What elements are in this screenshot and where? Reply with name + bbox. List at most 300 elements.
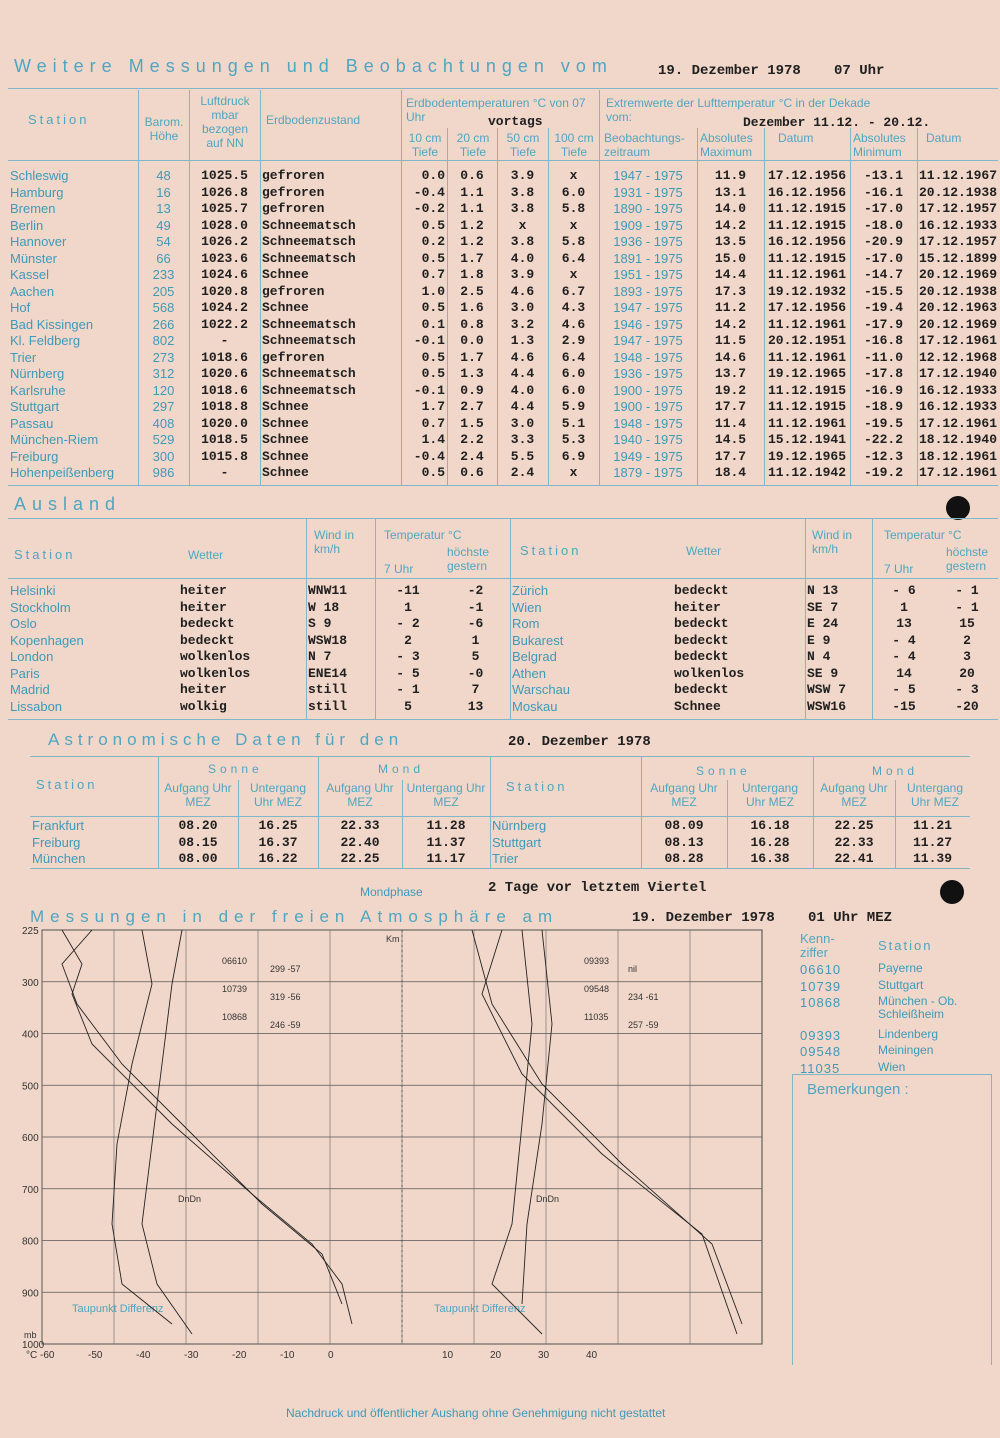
left-wetter-cell: heiter xyxy=(180,682,227,698)
abs-max-cell: 13.7 xyxy=(714,366,747,382)
station-cell: Nürnberg xyxy=(10,366,65,382)
station-cell: Aachen xyxy=(10,283,55,299)
erdbodenzustand-cell: Schnee xyxy=(262,432,309,448)
abs-max-cell: 11.9 xyxy=(714,168,747,184)
abs-min-cell: -19.4 xyxy=(863,300,903,316)
station-name-item: Lindenberg xyxy=(878,1026,939,1041)
left-temp-hoechste-cell: 13 xyxy=(467,698,484,714)
right-sonne-aufgang-cell: 08.28 xyxy=(664,851,704,867)
right-sonne-untergang-cell: 16.18 xyxy=(750,818,790,834)
temp-axis-label: -60 xyxy=(40,1350,55,1361)
right-wetter-cell: wolkenlos xyxy=(674,665,745,681)
datum-max-cell: 11.12.1961 xyxy=(767,415,846,431)
table-row xyxy=(8,317,998,334)
luftdruck-cell: 1025.7 xyxy=(201,201,248,217)
right-temp-7uhr-cell: - 4 xyxy=(892,632,916,648)
right-wind-cell: E 24 xyxy=(807,616,839,632)
temp-100cm-cell: 4.3 xyxy=(561,300,586,316)
table-row xyxy=(8,366,998,383)
left-temp-hoechste-cell: -0 xyxy=(467,665,484,681)
station-cell: Freiburg xyxy=(10,448,59,464)
mb-label: mb xyxy=(24,1330,37,1340)
datum-max-cell: 11.12.1961 xyxy=(767,267,846,283)
pressure-label: 700 xyxy=(22,1184,39,1196)
abs-max-cell: 11.5 xyxy=(714,333,747,349)
right-station-cell: Stuttgart xyxy=(492,834,542,850)
abs-max-cell: 13.5 xyxy=(714,234,747,250)
left-temp-7uhr-cell: - 3 xyxy=(396,649,420,665)
left-mond-untergang-cell: 11.37 xyxy=(426,834,466,850)
abs-min-cell: -17.0 xyxy=(863,201,903,217)
temp-10cm-cell: -0.2 xyxy=(413,201,445,217)
erdbodenzustand-cell: Schneematsch xyxy=(262,366,356,382)
ausland-header-wetter-left: Wetter xyxy=(188,548,224,562)
right-mond-aufgang-cell: 22.41 xyxy=(834,851,874,867)
table-row xyxy=(30,851,970,868)
header-erdbodentemperaturen: Erdbodentemperaturen °C von 07 Uhr xyxy=(406,96,586,124)
right-wetter-cell: Schnee xyxy=(674,698,721,714)
right-mond-aufgang-cell: 22.33 xyxy=(834,834,874,850)
temp-20cm-cell: 1.5 xyxy=(460,415,484,431)
datum-max-cell: 16.12.1956 xyxy=(767,184,846,200)
erdbodenzustand-cell: gefroren xyxy=(262,201,325,217)
header-luftdruck: Luftdruck mbar bezogen auf NN xyxy=(200,94,250,150)
header-zeitraum: Beobachtungs-zeitraum xyxy=(604,131,685,159)
station-name-item: Wien xyxy=(878,1059,906,1074)
sounding-curve xyxy=(62,930,352,1324)
left-temp-7uhr-cell: -11 xyxy=(396,583,420,599)
right-station-cell: Warschau xyxy=(512,682,571,698)
right-temp-hoechste-cell: 20 xyxy=(959,665,975,681)
temp-100cm-cell: 6.4 xyxy=(561,250,586,266)
header-depth-100: 100 cm Tiefe xyxy=(554,131,594,159)
temp-10cm-cell: 0.5 xyxy=(421,465,445,481)
table-row xyxy=(8,251,998,268)
ausland-header-temp-left: Temperatur °C xyxy=(384,528,462,542)
astro-header-mond-right: Mond xyxy=(872,764,919,778)
abs-min-cell: -18.9 xyxy=(863,399,903,415)
astro-header-aufgang-sonne-left: Aufgang Uhr MEZ xyxy=(164,781,232,809)
mondphase-value: 2 Tage vor letztem Viertel xyxy=(488,880,707,896)
temp-10cm-cell: 1.0 xyxy=(421,283,445,299)
barom-hoehe-cell: 802 xyxy=(152,333,175,349)
temp-10cm-cell: 1.7 xyxy=(421,399,445,415)
left-wind-cell: WNW11 xyxy=(308,583,348,599)
header-date: 19. Dezember 1978 xyxy=(658,63,801,79)
table-row xyxy=(30,818,970,835)
datum-min-cell: 16.12.1933 xyxy=(919,217,998,233)
left-mond-untergang-cell: 11.17 xyxy=(426,851,466,867)
temp-20cm-cell: 1.7 xyxy=(460,250,484,266)
temp-10cm-cell: 0.5 xyxy=(421,366,445,382)
table-row xyxy=(8,616,998,633)
left-wind-cell: still xyxy=(308,698,348,714)
temp-100cm-cell: 4.6 xyxy=(561,316,586,332)
station-name-item: München - Ob. Schleißheim xyxy=(878,994,958,1021)
station-cell: Hof xyxy=(10,300,31,316)
right-station-cell: Zürich xyxy=(512,583,549,599)
taupunkt-label-left: Taupunkt Differenz xyxy=(72,1303,164,1315)
abs-min-cell: -22.2 xyxy=(863,432,903,448)
sounding-curve xyxy=(482,930,737,1334)
left-station-cell: München xyxy=(32,851,86,867)
temp-100cm-cell: 6.7 xyxy=(561,283,586,299)
temp-100cm-cell: x xyxy=(569,465,578,481)
pressure-label: 225 xyxy=(22,926,39,937)
sounding-curve xyxy=(142,930,192,1334)
left-station-cell: Freiburg xyxy=(32,834,81,850)
pressure-label: 900 xyxy=(22,1288,39,1300)
barom-hoehe-cell: 120 xyxy=(152,382,175,398)
datum-min-cell: 20.12.1938 xyxy=(919,283,998,299)
km-label: Km xyxy=(386,934,400,944)
barom-hoehe-cell: 49 xyxy=(156,217,171,233)
zeitraum-cell: 1936 - 1975 xyxy=(613,234,683,250)
sounding-curve xyxy=(62,930,342,1304)
table-row xyxy=(8,168,998,185)
temp-20cm-cell: 0.8 xyxy=(460,316,484,332)
station-header: Station xyxy=(878,938,933,953)
zeitraum-cell: 1936 - 1975 xyxy=(613,366,683,382)
barom-hoehe-cell: 273 xyxy=(152,349,175,365)
station-name-item: Stuttgart xyxy=(878,977,924,992)
right-wetter-cell: heiter xyxy=(674,599,721,615)
temp-axis-label: 20 xyxy=(490,1350,502,1361)
right-temp-hoechste-cell: 2 xyxy=(963,632,971,648)
ausland-header-station-left: Station xyxy=(14,547,76,562)
abs-min-cell: -20.9 xyxy=(863,234,903,250)
header-dekade: Dezember 11.12. - 20.12. xyxy=(743,115,931,130)
luftdruck-cell: - xyxy=(220,333,229,349)
station-cell: Stuttgart xyxy=(10,399,60,415)
ausland-header-temp-right: Temperatur °C xyxy=(884,528,962,542)
abs-max-cell: 11.2 xyxy=(714,300,747,316)
station-cell: Passau xyxy=(10,415,54,431)
kennziffer-item: 09393 xyxy=(800,1027,842,1043)
temp-50cm-cell: 3.3 xyxy=(510,432,535,448)
abs-min-cell: -19.2 xyxy=(863,465,903,481)
header-time: 07 Uhr xyxy=(834,63,885,79)
zeitraum-cell: 1909 - 1975 xyxy=(613,217,683,233)
right-wetter-cell: bedeckt xyxy=(674,682,729,698)
pressure-label: 1000 xyxy=(22,1340,45,1351)
datum-max-cell: 11.12.1961 xyxy=(767,316,846,332)
datum-max-cell: 11.12.1915 xyxy=(767,382,846,398)
abs-min-cell: -15.5 xyxy=(863,283,903,299)
erdbodenzustand-cell: Schneematsch xyxy=(262,217,356,233)
astro-table xyxy=(30,818,970,868)
left-sonne-aufgang-cell: 08.15 xyxy=(178,834,218,850)
aerology-date: 19. Dezember 1978 xyxy=(632,910,775,926)
taupunkt-label-right: Taupunkt Differenz xyxy=(434,1303,526,1315)
temp-20cm-cell: 2.5 xyxy=(460,283,484,299)
right-station-cell: Nürnberg xyxy=(492,818,547,834)
right-wetter-cell: bedeckt xyxy=(674,583,729,599)
temp-20cm-cell: 0.0 xyxy=(460,333,484,349)
left-wetter-cell: heiter xyxy=(180,599,227,615)
right-mond-untergang-cell: 11.39 xyxy=(912,851,952,867)
table-row xyxy=(8,201,998,218)
erdbodenzustand-cell: Schneematsch xyxy=(262,250,356,266)
station-cell: München-Riem xyxy=(10,432,99,448)
zeitraum-cell: 1879 - 1975 xyxy=(613,465,683,481)
tropo-value-right: 257 -59 xyxy=(628,1020,659,1030)
zeitraum-cell: 1900 - 1975 xyxy=(613,382,683,398)
datum-min-cell: 17.12.1957 xyxy=(919,234,998,250)
erdbodenzustand-cell: gefroren xyxy=(262,184,325,200)
abs-max-cell: 14.0 xyxy=(714,201,747,217)
zeitraum-cell: 1947 - 1975 xyxy=(613,300,683,316)
header-depth-50: 50 cm Tiefe xyxy=(506,131,540,159)
abs-max-cell: 18.4 xyxy=(714,465,747,481)
tropo-station-right: 11035 xyxy=(584,1012,609,1022)
zeitraum-cell: 1900 - 1975 xyxy=(613,399,683,415)
ausland-header-station-right: Station xyxy=(520,543,582,558)
right-station-cell: Rom xyxy=(512,616,540,632)
left-station-cell: Madrid xyxy=(10,682,50,698)
temp-axis-label: -20 xyxy=(232,1350,247,1361)
erdbodenzustand-cell: Schnee xyxy=(262,300,309,316)
left-station-cell: Helsinki xyxy=(10,583,56,599)
datum-max-cell: 15.12.1941 xyxy=(767,432,846,448)
barom-hoehe-cell: 297 xyxy=(152,399,175,415)
bemerkungen-label: Bemerkungen : xyxy=(807,1081,909,1098)
astro-header-untergang-mond-left: Untergang Uhr MEZ xyxy=(406,781,486,809)
temp-50cm-cell: 3.9 xyxy=(510,168,535,184)
station-name-item: Meiningen xyxy=(878,1043,934,1057)
barom-hoehe-cell: 266 xyxy=(152,316,175,332)
right-temp-hoechste-cell: - 1 xyxy=(955,583,979,599)
temp-10cm-cell: 0.7 xyxy=(421,267,445,283)
right-station-cell: Wien xyxy=(512,599,542,615)
abs-min-cell: -11.0 xyxy=(863,349,903,365)
pressure-label: 800 xyxy=(22,1236,39,1248)
right-temp-7uhr-cell: - 6 xyxy=(892,583,916,599)
left-station-cell: Stockholm xyxy=(10,599,71,615)
aerology-time: 01 Uhr MEZ xyxy=(808,910,893,926)
datum-min-cell: 20.12.1969 xyxy=(919,267,998,283)
abs-min-cell: -17.9 xyxy=(863,316,903,332)
left-wetter-cell: bedeckt xyxy=(180,616,235,632)
table-row xyxy=(8,300,998,317)
left-temp-hoechste-cell: 1 xyxy=(471,632,480,648)
table-row xyxy=(8,465,998,482)
datum-min-cell: 17.12.1961 xyxy=(919,333,998,349)
datum-min-cell: 20.12.1963 xyxy=(919,300,998,316)
left-wetter-cell: wolkig xyxy=(180,698,227,714)
astro-header-aufgang-sonne-right: Aufgang Uhr MEZ xyxy=(650,781,718,809)
right-temp-hoechste-cell: 15 xyxy=(959,616,975,632)
pressure-label: 500 xyxy=(22,1081,39,1093)
astro-header-aufgang-mond-left: Aufgang Uhr MEZ xyxy=(326,781,394,809)
right-wetter-cell: bedeckt xyxy=(674,649,729,665)
header-depth-10: 10 cm Tiefe xyxy=(408,131,442,159)
right-temp-7uhr-cell: 14 xyxy=(896,665,912,681)
abs-max-cell: 14.5 xyxy=(714,432,747,448)
datum-min-cell: 20.12.1938 xyxy=(919,184,998,200)
datum-max-cell: 11.12.1915 xyxy=(767,201,846,217)
temp-50cm-cell: 4.0 xyxy=(510,382,535,398)
datum-min-cell: 17.12.1940 xyxy=(919,366,998,382)
temp-20cm-cell: 1.7 xyxy=(460,349,484,365)
header-datum-min: Datum xyxy=(926,131,962,145)
left-station-cell: Paris xyxy=(10,665,40,681)
left-wind-cell: N 7 xyxy=(308,649,332,665)
zeitraum-cell: 1948 - 1975 xyxy=(613,415,683,431)
temp-50cm-cell: 4.6 xyxy=(510,283,535,299)
erdbodenzustand-cell: Schnee xyxy=(262,415,309,431)
left-mond-aufgang-cell: 22.25 xyxy=(340,851,380,867)
erdbodenzustand-cell: gefroren xyxy=(262,168,325,184)
right-wind-cell: SE 9 xyxy=(807,665,839,681)
right-mond-untergang-cell: 11.27 xyxy=(912,834,952,850)
temp-50cm-cell: 4.4 xyxy=(510,399,535,415)
luftdruck-cell: 1020.6 xyxy=(201,366,248,382)
right-wind-cell: E 9 xyxy=(807,632,831,648)
datum-max-cell: 16.12.1956 xyxy=(767,234,846,250)
station-cell: Hamburg xyxy=(10,184,64,200)
temp-10cm-cell: 0.2 xyxy=(421,234,445,250)
right-wind-cell: SE 7 xyxy=(807,599,839,615)
astro-header-sonne-right: Sonne xyxy=(696,764,751,778)
zeitraum-cell: 1931 - 1975 xyxy=(613,184,683,200)
temp-50cm-cell: 5.5 xyxy=(510,448,535,464)
luftdruck-cell: 1024.6 xyxy=(201,267,248,283)
temp-10cm-cell: -0.1 xyxy=(413,382,445,398)
temp-10cm-cell: 1.4 xyxy=(421,432,445,448)
germany-table xyxy=(8,168,998,482)
temp-20cm-cell: 1.1 xyxy=(460,184,484,200)
datum-min-cell: 16.12.1933 xyxy=(919,399,998,415)
right-wetter-cell: bedeckt xyxy=(674,616,729,632)
tropo-station-right: 09393 xyxy=(584,956,610,966)
station-cell: Hohenpeißenberg xyxy=(10,465,115,481)
table-row xyxy=(8,666,998,683)
luftdruck-cell: 1025.5 xyxy=(201,168,248,184)
table-row xyxy=(8,449,998,466)
temp-10cm-cell: 0.5 xyxy=(421,250,445,266)
astro-header-untergang-mond-right: Untergang Uhr MEZ xyxy=(906,781,964,809)
datum-min-cell: 17.12.1961 xyxy=(919,465,998,481)
deg-label: °C xyxy=(26,1350,38,1361)
station-cell: Kl. Feldberg xyxy=(10,333,81,349)
station-name-item: Payerne xyxy=(878,961,923,975)
temp-axis-label: -10 xyxy=(280,1350,295,1361)
datum-min-cell: 18.12.1961 xyxy=(919,448,998,464)
temp-axis-label: -30 xyxy=(184,1350,199,1361)
table-row xyxy=(8,267,998,284)
temp-20cm-cell: 2.4 xyxy=(460,448,484,464)
datum-max-cell: 11.12.1961 xyxy=(767,349,846,365)
temp-100cm-cell: 5.8 xyxy=(561,201,586,217)
abs-max-cell: 19.2 xyxy=(714,382,747,398)
datum-max-cell: 11.12.1915 xyxy=(767,399,846,415)
zeitraum-cell: 1946 - 1975 xyxy=(613,316,683,332)
header-barom: Barom. Höhe xyxy=(144,115,184,143)
datum-min-cell: 17.12.1957 xyxy=(919,201,998,217)
zeitraum-cell: 1948 - 1975 xyxy=(613,349,683,365)
left-station-cell: London xyxy=(10,649,54,665)
left-mond-untergang-cell: 11.28 xyxy=(426,818,466,834)
right-temp-7uhr-cell: - 4 xyxy=(892,649,916,665)
datum-max-cell: 17.12.1956 xyxy=(767,168,846,184)
temp-axis-label: 0 xyxy=(328,1350,334,1361)
right-temp-hoechste-cell: -20 xyxy=(955,698,979,714)
abs-max-cell: 14.6 xyxy=(714,349,747,365)
table-row xyxy=(8,583,998,600)
ausland-header-7uhr-left: 7 Uhr xyxy=(384,562,414,576)
temp-20cm-cell: 0.6 xyxy=(460,168,484,184)
ausland-title: Ausland xyxy=(14,494,122,514)
astro-header-untergang-sonne-right: Untergang Uhr MEZ xyxy=(741,781,799,809)
punch-hole xyxy=(946,496,970,520)
temp-50cm-cell: x xyxy=(518,217,527,233)
erdbodenzustand-cell: Schneematsch xyxy=(262,316,356,332)
temp-axis-label: 40 xyxy=(586,1350,598,1361)
header-abs-max: Absolutes Maximum xyxy=(700,131,753,159)
table-row xyxy=(8,383,998,400)
temp-100cm-cell: 5.9 xyxy=(561,399,586,415)
sounding-curve xyxy=(522,930,552,1304)
temp-20cm-cell: 1.1 xyxy=(460,201,484,217)
right-station-cell: Belgrad xyxy=(512,649,557,665)
temp-10cm-cell: -0.4 xyxy=(413,448,445,464)
temp-100cm-cell: 6.0 xyxy=(561,382,586,398)
right-sonne-untergang-cell: 16.28 xyxy=(750,834,790,850)
barom-hoehe-cell: 568 xyxy=(152,300,175,316)
luftdruck-cell: 1028.0 xyxy=(201,217,248,233)
left-wetter-cell: heiter xyxy=(180,583,227,599)
left-sonne-aufgang-cell: 08.00 xyxy=(178,851,218,867)
kennziffer-item: 06610 xyxy=(800,962,842,977)
pressure-label: 600 xyxy=(22,1133,39,1144)
zeitraum-cell: 1949 - 1975 xyxy=(613,448,683,464)
temp-axis-label: -40 xyxy=(136,1350,151,1361)
datum-min-cell: 17.12.1961 xyxy=(919,415,998,431)
ausland-table xyxy=(8,583,998,715)
luftdruck-cell: 1015.8 xyxy=(201,448,248,464)
abs-max-cell: 13.1 xyxy=(714,184,747,200)
abs-min-cell: -16.1 xyxy=(863,184,903,200)
tropo-station-right: 09548 xyxy=(584,984,610,994)
tropo-value-left: 319 -56 xyxy=(270,992,301,1002)
temp-100cm-cell: x xyxy=(569,217,578,233)
datum-min-cell: 16.12.1933 xyxy=(919,382,998,398)
right-station-cell: Moskau xyxy=(512,698,558,714)
temp-100cm-cell: 5.1 xyxy=(561,415,586,431)
luftdruck-cell: 1026.8 xyxy=(201,184,248,200)
abs-max-cell: 11.4 xyxy=(714,415,747,431)
abs-max-cell: 17.7 xyxy=(714,448,747,464)
left-temp-hoechste-cell: 5 xyxy=(471,649,480,665)
left-temp-7uhr-cell: - 2 xyxy=(396,616,420,632)
abs-min-cell: -18.0 xyxy=(863,217,903,233)
sounding-curve xyxy=(112,930,172,1324)
temp-50cm-cell: 3.8 xyxy=(510,234,535,250)
temp-100cm-cell: 5.3 xyxy=(561,432,586,448)
temp-20cm-cell: 1.2 xyxy=(460,234,484,250)
left-wind-cell: ENE14 xyxy=(308,665,348,681)
table-row xyxy=(8,432,998,449)
abs-min-cell: -19.5 xyxy=(863,415,903,431)
zeitraum-cell: 1891 - 1975 xyxy=(613,250,683,266)
station-cell: Bremen xyxy=(10,201,56,217)
temp-10cm-cell: -0.4 xyxy=(413,184,445,200)
erdbodenzustand-cell: Schneematsch xyxy=(262,382,356,398)
table-row xyxy=(8,649,998,666)
luftdruck-cell: 1023.6 xyxy=(201,250,248,266)
astro-date: 20. Dezember 1978 xyxy=(508,734,651,750)
